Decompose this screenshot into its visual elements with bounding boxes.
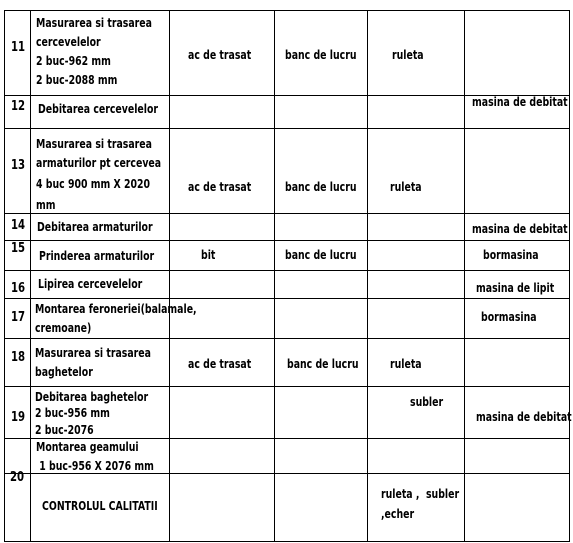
- row-number: 13: [11, 158, 26, 173]
- operation-line: Debitarea cercevelelor: [38, 102, 159, 116]
- operation-line: cremoane): [35, 321, 92, 335]
- operation-line: cercevelelor: [36, 35, 101, 49]
- operation-line: 1 buc-956 X 2076 mm: [36, 459, 154, 473]
- row-divider: [4, 270, 570, 271]
- row-number: 19: [11, 410, 26, 425]
- operation-line: Debitarea armaturilor: [37, 220, 153, 234]
- operation-line: armaturilor pt cercevea: [36, 156, 162, 170]
- tool-cell: ruleta: [390, 357, 422, 371]
- operation-line: Lipirea cercevelelor: [38, 277, 143, 291]
- tool-cell: ac de trasat: [188, 48, 252, 62]
- row-divider: [4, 10, 570, 11]
- operation-line: 2 buc-956 mm: [35, 406, 110, 420]
- operation-line: 2 buc-2076: [35, 423, 94, 437]
- tool-cell: ruleta: [392, 48, 424, 62]
- tool-cell: banc de lucru: [285, 248, 357, 262]
- tool-cell: banc de lucru: [287, 357, 359, 371]
- row-number: 20: [10, 470, 25, 485]
- col-divider: [4, 10, 5, 542]
- row-number: 17: [11, 310, 26, 325]
- operation-line: Prinderea armaturilor: [39, 249, 155, 263]
- tool-cell: masina de debitat: [472, 95, 568, 109]
- operation-line: 2 buc-2088 mm: [36, 73, 118, 87]
- col-divider: [569, 10, 570, 542]
- tool-cell: subler: [410, 395, 444, 409]
- operation-line: Montarea feroneriei(balamale,: [35, 302, 197, 316]
- tool-cell: ruleta , subler: [381, 487, 460, 501]
- operation-line: Montarea geamului: [36, 440, 139, 454]
- col-divider: [30, 10, 31, 542]
- col-divider: [464, 10, 465, 542]
- operation-line: CONTROLUL CALITATII: [42, 499, 158, 513]
- tool-cell: ac de trasat: [188, 180, 252, 194]
- tool-cell: masina de debitat: [476, 410, 572, 424]
- row-divider: [4, 128, 570, 129]
- operation-line: 2 buc-962 mm: [36, 54, 111, 68]
- row-number: 11: [11, 40, 26, 55]
- operation-line: baghetelor: [35, 365, 93, 379]
- row-divider: [4, 541, 570, 542]
- row-number: 12: [11, 99, 26, 114]
- tool-cell: ,echer: [381, 507, 415, 521]
- tool-cell: bormasina: [481, 310, 537, 324]
- row-number: 18: [11, 350, 26, 365]
- row-number: 15: [11, 241, 26, 256]
- operation-line: Masurarea si trasarea: [36, 16, 152, 30]
- row-divider: [4, 338, 570, 339]
- operation-line: mm: [36, 198, 56, 212]
- tool-cell: bit: [201, 248, 216, 262]
- col-divider: [169, 10, 170, 542]
- tool-cell: bormasina: [483, 248, 539, 262]
- tool-cell: masina de debitat: [472, 222, 568, 236]
- row-divider: [4, 213, 570, 214]
- tool-cell: banc de lucru: [285, 48, 357, 62]
- row-number: 14: [11, 218, 26, 233]
- col-divider: [274, 10, 275, 542]
- operation-line: Masurarea si trasarea: [36, 137, 152, 151]
- row-divider: [4, 240, 570, 241]
- tool-cell: ac de trasat: [188, 357, 252, 371]
- row-divider: [4, 386, 570, 387]
- row-divider: [4, 298, 570, 299]
- col-divider: [367, 10, 368, 542]
- operation-line: Masurarea si trasarea: [35, 346, 151, 360]
- operation-line: 4 buc 900 mm X 2020: [36, 177, 151, 191]
- tool-cell: masina de lipit: [476, 281, 555, 295]
- tool-cell: banc de lucru: [285, 180, 357, 194]
- row-number: 16: [11, 281, 26, 296]
- operation-line: Debitarea baghetelor: [35, 390, 149, 404]
- tool-cell: ruleta: [390, 180, 422, 194]
